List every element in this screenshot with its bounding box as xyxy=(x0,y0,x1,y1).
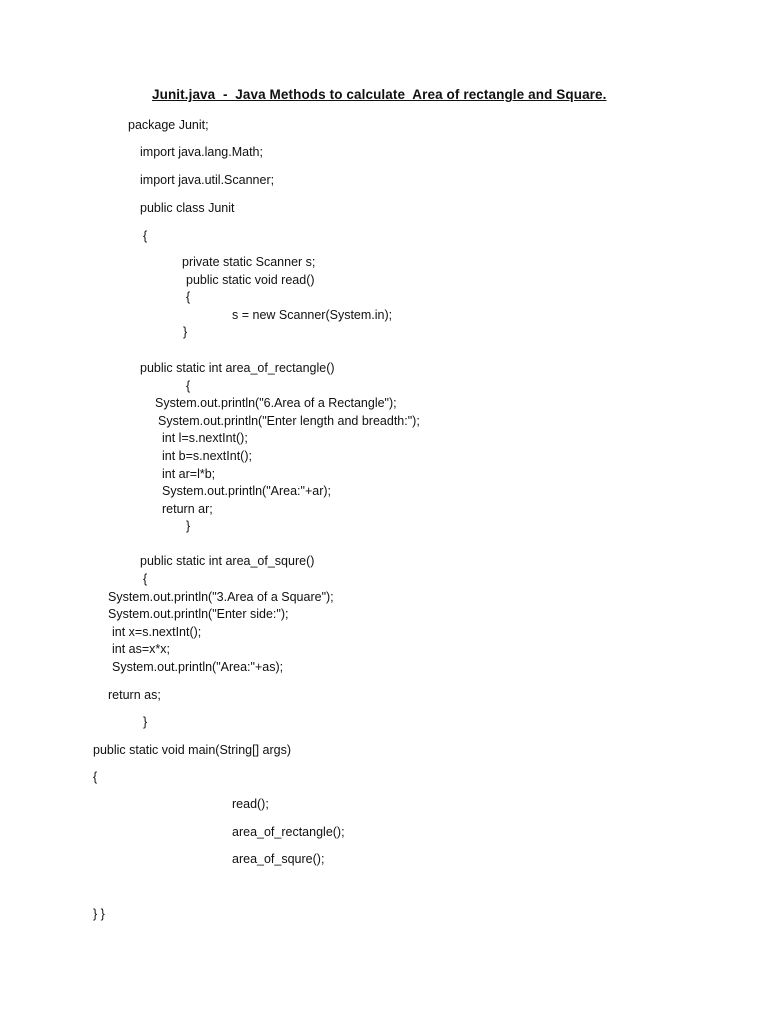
code-line: public static void main(String[] args) xyxy=(93,743,291,757)
code-line: } xyxy=(143,715,148,729)
code-line: System.out.println("Area:"+as); xyxy=(112,660,284,674)
code-line: import java.lang.Math; xyxy=(140,145,263,159)
code-line: System.out.println("Area:"+ar); xyxy=(162,484,332,498)
code-line: { xyxy=(143,572,148,586)
code-line: return ar; xyxy=(162,502,213,516)
code-line: System.out.println("Enter side:"); xyxy=(108,607,289,621)
code-line: public static void read() xyxy=(186,273,315,287)
code-line: public static int area_of_squre() xyxy=(140,554,315,568)
code-line: { xyxy=(186,290,191,304)
code-line: int x=s.nextInt(); xyxy=(112,625,202,639)
code-line: private static Scanner s; xyxy=(182,255,316,269)
code-line: System.out.println("Enter length and breadth:"); xyxy=(158,414,420,428)
code-line: area_of_rectangle(); xyxy=(232,825,345,839)
code-line: } xyxy=(183,325,188,339)
code-line: read(); xyxy=(232,797,269,811)
code-line: { xyxy=(186,379,191,393)
document-title: Junit.java - Java Methods to calculate Area of rectangle and Square. xyxy=(152,87,607,102)
code-line: s = new Scanner(System.in); xyxy=(232,308,393,322)
code-line: import java.util.Scanner; xyxy=(140,173,275,187)
code-line: int l=s.nextInt(); xyxy=(162,431,248,445)
code-line: public static int area_of_rectangle() xyxy=(140,361,335,375)
code-line: area_of_squre(); xyxy=(232,852,325,866)
code-line: { xyxy=(143,229,148,243)
code-line: package Junit; xyxy=(128,118,209,132)
code-line: int b=s.nextInt(); xyxy=(162,449,252,463)
code-line: public class Junit xyxy=(140,201,235,215)
code-line: int as=x*x; xyxy=(112,642,171,656)
code-line: int ar=l*b; xyxy=(162,467,216,481)
code-line: System.out.println("3.Area of a Square"); xyxy=(108,590,334,604)
code-line: return as; xyxy=(108,688,161,702)
code-line: } } xyxy=(93,907,105,921)
code-line: System.out.println("6.Area of a Rectangle"); xyxy=(155,396,397,410)
code-line: } xyxy=(186,519,191,533)
code-line: { xyxy=(93,770,98,784)
